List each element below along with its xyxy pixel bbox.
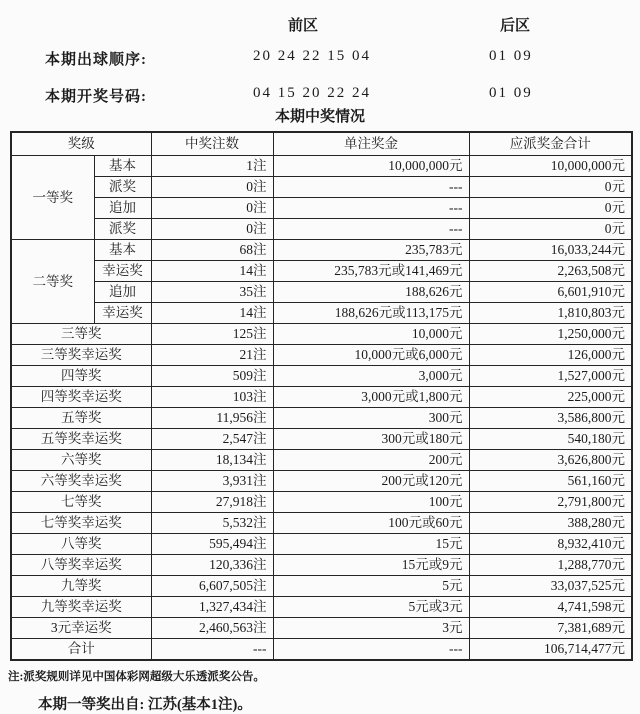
single-prize-cell: 235,783元 [273, 240, 469, 261]
prize-level-cell: 八等奖 [11, 534, 151, 555]
total-cell: 1,288,770元 [469, 555, 632, 576]
single-prize-cell: 100元或60元 [273, 513, 469, 534]
prize-level-cell: 六等奖 [11, 450, 151, 471]
total-cell: 225,000元 [469, 387, 632, 408]
prize-level-cell: 九等奖幸运奖 [11, 597, 151, 618]
single-prize-cell: 100元 [273, 492, 469, 513]
table-row [11, 450, 632, 471]
total-cell: 10,000,000元 [469, 156, 632, 177]
total-cell: 561,160元 [469, 471, 632, 492]
table-row [11, 471, 632, 492]
count-cell: 21注 [151, 345, 273, 366]
single-prize-cell: 3元 [273, 618, 469, 639]
count-cell: 0注 [151, 198, 273, 219]
total-cell: 2,263,508元 [469, 261, 632, 282]
total-cell: 126,000元 [469, 345, 632, 366]
prize-level-cell: 七等奖幸运奖 [11, 513, 151, 534]
prize-sub-label: 幸运奖 [94, 261, 151, 282]
prize-level-cell: 八等奖幸运奖 [11, 555, 151, 576]
count-cell: 11,956注 [151, 408, 273, 429]
prize-level-cell: 三等奖幸运奖 [11, 345, 151, 366]
total-cell: 1,810,803元 [469, 303, 632, 324]
prize-level-cell: 合计 [11, 639, 151, 661]
col-header-prize: 单注奖金 [273, 132, 469, 156]
table-header-row [11, 132, 632, 156]
count-cell: 2,460,563注 [151, 618, 273, 639]
total-cell: 33,037,525元 [469, 576, 632, 597]
single-prize-cell: 200元或120元 [273, 471, 469, 492]
total-cell: 3,626,800元 [469, 450, 632, 471]
count-cell: 0注 [151, 219, 273, 240]
total-cell: 388,280元 [469, 513, 632, 534]
count-cell: 125注 [151, 324, 273, 345]
single-prize-cell: 5元或3元 [273, 597, 469, 618]
count-cell: 0注 [151, 177, 273, 198]
prize-level-cell: 六等奖幸运奖 [11, 471, 151, 492]
table-row [11, 513, 632, 534]
count-cell: 1注 [151, 156, 273, 177]
table-row [11, 219, 632, 240]
table-row [11, 177, 632, 198]
total-cell: 0元 [469, 198, 632, 219]
prize-group-label: 一等奖 [11, 156, 94, 240]
table-row [11, 282, 632, 303]
prize-table [10, 131, 633, 661]
draw-order-back-numbers: 01 09 [489, 48, 533, 64]
total-cell: 0元 [469, 177, 632, 198]
table-row [11, 156, 632, 177]
back-zone-label: 后区 [500, 18, 531, 34]
first-prize-origin-note: 本期一等奖出自: 江苏(基本1注)。 [38, 697, 252, 713]
table-row [11, 429, 632, 450]
table-row [11, 534, 632, 555]
prize-level-cell: 四等奖幸运奖 [11, 387, 151, 408]
table-row [11, 618, 632, 639]
col-header-count: 中奖注数 [151, 132, 273, 156]
total-cell: 16,033,244元 [469, 240, 632, 261]
prize-sub-label: 幸运奖 [94, 303, 151, 324]
prize-group-label: 二等奖 [11, 240, 94, 324]
prize-level-cell: 五等奖幸运奖 [11, 429, 151, 450]
prize-sub-label: 基本 [94, 240, 151, 261]
count-cell: 2,547注 [151, 429, 273, 450]
prize-level-cell: 三等奖 [11, 324, 151, 345]
front-zone-label: 前区 [288, 18, 319, 34]
single-prize-cell: 3,000元 [273, 366, 469, 387]
table-row [11, 240, 632, 261]
single-prize-cell: --- [273, 219, 469, 240]
count-cell: 14注 [151, 303, 273, 324]
table-row [11, 345, 632, 366]
prize-sub-label: 派奖 [94, 219, 151, 240]
single-prize-cell: 188,626元或113,175元 [273, 303, 469, 324]
count-cell: 3,931注 [151, 471, 273, 492]
table-row [11, 576, 632, 597]
total-cell: 8,932,410元 [469, 534, 632, 555]
col-header-total: 应派奖金合计 [469, 132, 632, 156]
winning-numbers-label: 本期开奖号码: [45, 89, 147, 105]
single-prize-cell: 235,783元或141,469元 [273, 261, 469, 282]
draw-numbers-header [0, 0, 640, 131]
col-header-level: 奖级 [11, 132, 151, 156]
count-cell: 120,336注 [151, 555, 273, 576]
table-row [11, 366, 632, 387]
total-cell: 6,601,910元 [469, 282, 632, 303]
prize-level-cell: 七等奖 [11, 492, 151, 513]
winning-numbers-back: 01 09 [489, 85, 533, 101]
prize-sub-label: 派奖 [94, 177, 151, 198]
prize-level-cell: 四等奖 [11, 366, 151, 387]
total-cell: 2,791,800元 [469, 492, 632, 513]
table-row [11, 408, 632, 429]
single-prize-cell: --- [273, 177, 469, 198]
total-cell: 106,714,477元 [469, 639, 632, 661]
single-prize-cell: 3,000元或1,800元 [273, 387, 469, 408]
single-prize-cell: 188,626元 [273, 282, 469, 303]
table-row [11, 261, 632, 282]
table-row [11, 324, 632, 345]
prize-sub-label: 基本 [94, 156, 151, 177]
count-cell: --- [151, 639, 273, 661]
count-cell: 27,918注 [151, 492, 273, 513]
prize-sub-label: 追加 [94, 282, 151, 303]
table-row-total [11, 639, 632, 661]
total-cell: 7,381,689元 [469, 618, 632, 639]
count-cell: 6,607,505注 [151, 576, 273, 597]
total-cell: 1,527,000元 [469, 366, 632, 387]
winning-numbers-front: 04 15 20 22 24 [253, 85, 371, 101]
table-row [11, 492, 632, 513]
total-cell: 4,741,598元 [469, 597, 632, 618]
single-prize-cell: 10,000,000元 [273, 156, 469, 177]
single-prize-cell: 10,000元 [273, 324, 469, 345]
single-prize-cell: --- [273, 198, 469, 219]
total-cell: 540,180元 [469, 429, 632, 450]
count-cell: 509注 [151, 366, 273, 387]
total-cell: 0元 [469, 219, 632, 240]
count-cell: 14注 [151, 261, 273, 282]
table-row [11, 303, 632, 324]
count-cell: 35注 [151, 282, 273, 303]
total-cell: 3,586,800元 [469, 408, 632, 429]
prize-level-cell: 五等奖 [11, 408, 151, 429]
count-cell: 68注 [151, 240, 273, 261]
prize-sub-label: 追加 [94, 198, 151, 219]
count-cell: 5,532注 [151, 513, 273, 534]
table-row [11, 555, 632, 576]
table-row [11, 597, 632, 618]
table-row [11, 198, 632, 219]
single-prize-cell: 15元 [273, 534, 469, 555]
count-cell: 103注 [151, 387, 273, 408]
draw-order-front-numbers: 20 24 22 15 04 [253, 48, 371, 64]
single-prize-cell: 15元或9元 [273, 555, 469, 576]
total-cell: 1,250,000元 [469, 324, 632, 345]
prize-level-cell: 3元幸运奖 [11, 618, 151, 639]
count-cell: 595,494注 [151, 534, 273, 555]
single-prize-cell: 300元 [273, 408, 469, 429]
count-cell: 1,327,434注 [151, 597, 273, 618]
prize-level-cell: 九等奖 [11, 576, 151, 597]
payout-rule-note: 注:派奖规则详见中国体彩网超级大乐透派奖公告。 [8, 671, 265, 683]
table-row [11, 387, 632, 408]
prize-table-title: 本期中奖情况 [274, 109, 365, 125]
single-prize-cell: 10,000元或6,000元 [273, 345, 469, 366]
draw-order-label: 本期出球顺序: [45, 52, 147, 68]
single-prize-cell: --- [273, 639, 469, 661]
single-prize-cell: 300元或180元 [273, 429, 469, 450]
count-cell: 18,134注 [151, 450, 273, 471]
single-prize-cell: 5元 [273, 576, 469, 597]
single-prize-cell: 200元 [273, 450, 469, 471]
